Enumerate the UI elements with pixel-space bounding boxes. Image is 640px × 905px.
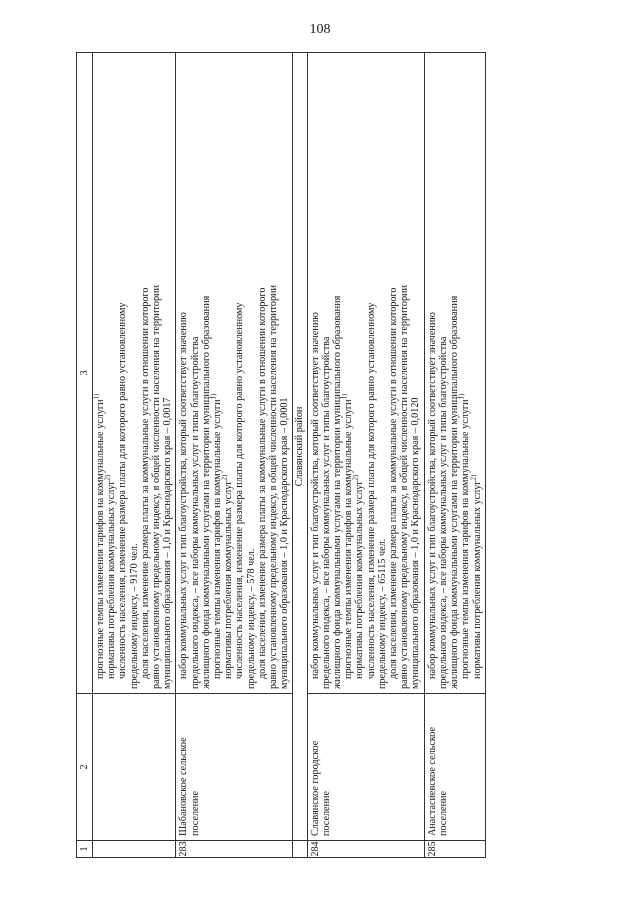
detail-line: доля населения, изменение размера платы за коммунальные услуги в отношении которого — [256, 287, 268, 679]
table-row-continuation — [93, 53, 176, 858]
district-row — [293, 53, 307, 858]
table-row-283 — [176, 53, 293, 858]
table-row-285 — [424, 53, 485, 858]
detail-line: предельного индекса, – все наборы коммунальных услуг и типы благоустройства — [189, 336, 201, 689]
settlement-name: Шабановское сельское поселение — [176, 694, 293, 841]
detail-line: равно установленному предельному индексу, в общей численности населения на территории — [151, 285, 163, 689]
settlement-name: Славянское городское поселение — [307, 694, 424, 841]
detail-line: набор коммунальных услуг и тип благоустройства, который соответствует значению — [309, 312, 321, 679]
detail-line: численность населения, изменение размера платы для которого равно установленному — [365, 302, 377, 679]
detail-line: муниципального образования – 1,0 и Краснодарского края – 0,0120 — [410, 397, 422, 689]
table-row-284 — [307, 53, 424, 858]
row-details-cell — [176, 53, 293, 694]
header-col2: 2 — [77, 694, 93, 841]
detail-line: численность населения, изменение размера платы для которого равно установленному — [234, 302, 246, 679]
detail-line: прогнозные темпы изменения тарифов на коммунальные услуги$^{1)}$ — [457, 393, 472, 679]
page-number: 108 — [309, 22, 331, 37]
detail-line: предельному индексу, – 65115 чел. — [376, 538, 388, 689]
detail-line: прогнозные темпы изменения тарифов на коммунальные услуги$^{1)}$ — [340, 393, 355, 679]
header-col1: 1 — [77, 841, 93, 858]
detail-line: нормативы потребления коммунальных услуг$^{2)}$ — [103, 474, 118, 679]
district-name: Славянский район — [293, 53, 307, 841]
data-table — [76, 52, 486, 858]
row-details-cell — [424, 53, 485, 694]
detail-line: нормативы потребления коммунальных услуг$^{2)}$ — [469, 474, 483, 679]
district-number-cell — [293, 841, 307, 858]
row-number: 284 — [307, 841, 424, 858]
detail-line: нормативы потребления коммунальных услуг$^{2)}$ — [220, 474, 235, 679]
row-number-cell — [93, 841, 176, 858]
detail-line: доля населения, изменение размера платы за коммунальные услуги в отношении которого — [139, 287, 151, 679]
detail-line: предельного индекса, – все наборы коммунальных услуг и типы благоустройства — [437, 336, 449, 689]
detail-line: равно установленному предельному индексу, в общей численности населения на территории — [399, 285, 411, 689]
detail-line: численность населения, изменение размера платы для которого равно установленному — [117, 302, 129, 679]
settlement-name: Анастасиевское сельское поселение — [424, 694, 485, 841]
row-details-cell — [93, 53, 176, 694]
row-name-cell — [93, 694, 176, 841]
row-number: 285 — [424, 841, 485, 858]
detail-line: жилищного фонда коммунальными услугами на территории муниципального образования — [449, 295, 461, 689]
detail-line: нормативы потребления коммунальных услуг$^{2)}$ — [352, 474, 366, 679]
header-row — [77, 53, 93, 858]
detail-line: набор коммунальных услуг и тип благоустройства, который соответствует значению — [426, 312, 438, 679]
detail-line: равно установленному предельному индексу, в общей численности населения на территории — [268, 285, 280, 689]
detail-line: муниципального образования – 1,0 и Краснодарского края – 0,0001 — [279, 397, 291, 689]
detail-line: муниципального образования – 1,0 и Краснодарского края – 0,0017 — [162, 397, 174, 689]
rotated-table-container — [76, 52, 544, 858]
detail-line: предельного индекса, – все наборы коммунальных услуг и типы благоустройства — [320, 336, 332, 689]
detail-line: доля населения, изменение размера платы за коммунальные услуги в отношении которого — [388, 287, 400, 679]
detail-line: прогнозные темпы изменения тарифов на коммунальные услуги$^{1)}$ — [209, 393, 224, 679]
header-col3: 3 — [77, 53, 93, 694]
detail-line: жилищного фонда коммунальными услугами на территории муниципального образования — [200, 295, 212, 689]
detail-line: набор коммунальных услуг и тип благоустройства, который соответствует значению — [178, 312, 190, 679]
detail-line: предельному индексу, – 578 чел. — [245, 548, 257, 689]
row-number: 283 — [176, 841, 293, 858]
row-details-cell — [307, 53, 424, 694]
detail-line: прогнозные темпы изменения тарифов на коммунальные услуги$^{1)}$ — [92, 393, 106, 679]
detail-line: жилищного фонда коммунальными услугами на территории муниципального образования — [332, 295, 344, 689]
detail-line: предельному индексу, – 9170 чел. — [128, 543, 140, 689]
